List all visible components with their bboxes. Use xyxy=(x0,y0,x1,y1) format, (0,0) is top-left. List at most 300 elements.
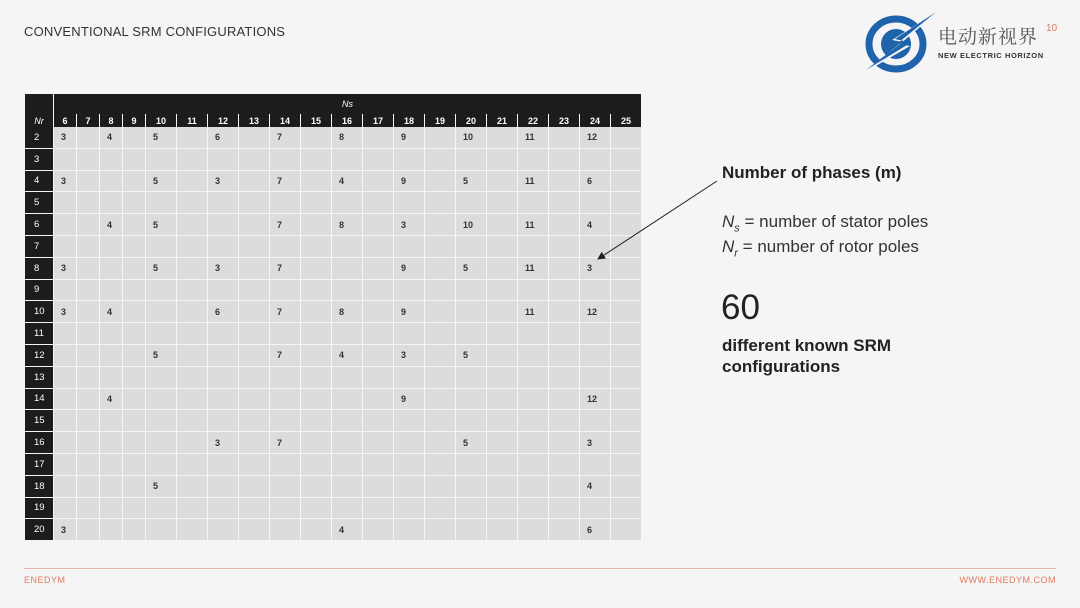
table-cell: 7 xyxy=(270,432,300,454)
table-cell xyxy=(100,280,122,302)
table-cell: 6 xyxy=(580,171,610,193)
table-cell xyxy=(177,432,207,454)
table-cell: 3 xyxy=(580,258,610,280)
table-cell xyxy=(394,476,424,498)
table-cell xyxy=(456,454,486,476)
table-cell xyxy=(518,192,548,214)
ns-header-16: 16 xyxy=(332,114,362,127)
table-cell: 7 xyxy=(270,301,300,323)
table-cell xyxy=(394,432,424,454)
lightning-globe-icon xyxy=(862,8,940,76)
table-cell xyxy=(77,258,99,280)
table-cell xyxy=(100,236,122,258)
table-cell xyxy=(177,410,207,432)
table-cell xyxy=(123,236,145,258)
table-cell xyxy=(54,454,76,476)
table-cell xyxy=(301,280,331,302)
table-cell xyxy=(301,236,331,258)
table-cell xyxy=(239,345,269,367)
nr-corner-label: Nr xyxy=(25,114,53,127)
table-cell xyxy=(518,454,548,476)
table-cell xyxy=(611,410,641,432)
nr-label: 20 xyxy=(25,519,53,541)
nr-subscript: r xyxy=(734,247,738,260)
table-cell xyxy=(177,171,207,193)
table-cell xyxy=(239,214,269,236)
table-cell: 5 xyxy=(146,345,176,367)
table-row xyxy=(25,258,641,280)
ns-header-13: 13 xyxy=(239,114,269,127)
table-cell xyxy=(363,410,393,432)
nr-label: 16 xyxy=(25,432,53,454)
table-cell xyxy=(487,519,517,541)
table-cell: 11 xyxy=(518,301,548,323)
table-cell xyxy=(425,454,455,476)
table-cell xyxy=(177,498,207,520)
table-cell xyxy=(270,454,300,476)
table-cell xyxy=(301,258,331,280)
table-cell xyxy=(611,214,641,236)
table-cell xyxy=(77,389,99,411)
table-cell xyxy=(611,323,641,345)
table-cell xyxy=(518,476,548,498)
table-cell xyxy=(456,280,486,302)
table-cell xyxy=(456,149,486,171)
table-cell: 11 xyxy=(518,258,548,280)
table-cell xyxy=(611,476,641,498)
nr-label: 13 xyxy=(25,367,53,389)
table-cell xyxy=(456,498,486,520)
table-cell xyxy=(580,323,610,345)
nr-label: 12 xyxy=(25,345,53,367)
table-cell xyxy=(425,498,455,520)
table-cell: 5 xyxy=(146,127,176,149)
table-cell xyxy=(270,367,300,389)
table-cell xyxy=(239,389,269,411)
configuration-caption: different known SRM configurations xyxy=(722,336,892,376)
table-cell xyxy=(301,345,331,367)
table-row xyxy=(25,432,641,454)
table-cell: 11 xyxy=(518,127,548,149)
table-cell xyxy=(123,519,145,541)
table-cell: 3 xyxy=(54,171,76,193)
table-row xyxy=(25,192,641,214)
ns-definition xyxy=(722,212,928,234)
nr-label: 19 xyxy=(25,498,53,520)
table-cell: 4 xyxy=(100,127,122,149)
table-cell: 5 xyxy=(456,432,486,454)
footer-website[interactable]: WWW.ENEDYM.COM xyxy=(959,575,1056,585)
table-cell xyxy=(208,367,238,389)
nr-label: 11 xyxy=(25,323,53,345)
ns-header-21: 21 xyxy=(487,114,517,127)
table-cell xyxy=(518,323,548,345)
table-cell xyxy=(332,432,362,454)
table-cell xyxy=(394,236,424,258)
nr-label: 15 xyxy=(25,410,53,432)
table-row xyxy=(25,301,641,323)
ns-symbol: N xyxy=(722,212,735,231)
table-cell xyxy=(123,323,145,345)
table-cell: 9 xyxy=(394,171,424,193)
table-cell: 5 xyxy=(146,171,176,193)
table-cell xyxy=(123,171,145,193)
nr-label: 18 xyxy=(25,476,53,498)
table-cell xyxy=(208,498,238,520)
table-cell xyxy=(487,367,517,389)
table-corner-blank xyxy=(25,94,53,114)
table-cell xyxy=(394,323,424,345)
table-cell xyxy=(77,323,99,345)
table-cell xyxy=(270,476,300,498)
table-cell xyxy=(487,171,517,193)
table-cell xyxy=(394,519,424,541)
table-cell xyxy=(177,454,207,476)
table-cell xyxy=(239,323,269,345)
table-cell: 6 xyxy=(580,519,610,541)
table-cell xyxy=(100,454,122,476)
table-cell xyxy=(425,389,455,411)
table-cell xyxy=(123,432,145,454)
table-cell xyxy=(580,367,610,389)
ns-header-23: 23 xyxy=(549,114,579,127)
table-cell xyxy=(487,192,517,214)
table-cell: 3 xyxy=(54,258,76,280)
table-cell xyxy=(549,389,579,411)
table-row xyxy=(25,280,641,302)
table-cell xyxy=(123,127,145,149)
logo-english-name: NEW ELECTRIC HORIZON xyxy=(938,51,1044,60)
table-cell xyxy=(208,389,238,411)
table-row xyxy=(25,214,641,236)
table-cell xyxy=(54,323,76,345)
table-cell xyxy=(177,476,207,498)
table-cell xyxy=(177,127,207,149)
table-cell xyxy=(487,280,517,302)
table-cell xyxy=(54,192,76,214)
table-cell xyxy=(518,149,548,171)
table-cell xyxy=(363,498,393,520)
table-cell xyxy=(54,432,76,454)
table-cell xyxy=(301,171,331,193)
table-cell xyxy=(549,280,579,302)
table-cell xyxy=(301,389,331,411)
table-row xyxy=(25,149,641,171)
table-cell xyxy=(549,192,579,214)
table-cell xyxy=(208,323,238,345)
table-cell xyxy=(177,345,207,367)
table-cell: 3 xyxy=(208,171,238,193)
table-cell xyxy=(100,476,122,498)
srm-configuration-table xyxy=(24,94,642,541)
table-cell xyxy=(549,410,579,432)
nr-label: 6 xyxy=(25,214,53,236)
table-cell: 5 xyxy=(456,258,486,280)
table-cell xyxy=(611,192,641,214)
table-cell xyxy=(456,367,486,389)
table-cell xyxy=(518,367,548,389)
table-cell xyxy=(425,410,455,432)
table-cell xyxy=(301,149,331,171)
table-cell xyxy=(332,280,362,302)
table-cell xyxy=(487,236,517,258)
table-cell xyxy=(580,149,610,171)
table-cell: 3 xyxy=(208,258,238,280)
footer-brand: ENEDYM xyxy=(24,575,66,585)
table-cell xyxy=(456,192,486,214)
table-cell: 9 xyxy=(394,389,424,411)
table-cell xyxy=(239,149,269,171)
ns-header-15: 15 xyxy=(301,114,331,127)
table-cell xyxy=(77,519,99,541)
table-cell xyxy=(177,236,207,258)
ns-header-24: 24 xyxy=(580,114,610,127)
table-cell xyxy=(239,192,269,214)
table-cell xyxy=(77,280,99,302)
table-cell xyxy=(611,149,641,171)
table-cell xyxy=(456,519,486,541)
table-cell xyxy=(549,149,579,171)
table-cell xyxy=(208,149,238,171)
table-row xyxy=(25,498,641,520)
table-cell xyxy=(77,127,99,149)
nr-label: 7 xyxy=(25,236,53,258)
ns-header-14: 14 xyxy=(270,114,300,127)
table-cell xyxy=(456,410,486,432)
table-cell xyxy=(146,323,176,345)
table-cell: 6 xyxy=(208,127,238,149)
table-cell xyxy=(270,280,300,302)
table-cell xyxy=(54,149,76,171)
nr-label: 9 xyxy=(25,280,53,302)
table-cell xyxy=(77,192,99,214)
table-cell xyxy=(146,389,176,411)
table-cell xyxy=(549,519,579,541)
table-cell xyxy=(270,410,300,432)
table-cell xyxy=(363,476,393,498)
table-cell xyxy=(549,454,579,476)
table-cell xyxy=(177,258,207,280)
table-cell: 4 xyxy=(332,519,362,541)
table-cell xyxy=(239,367,269,389)
table-cell: 12 xyxy=(580,301,610,323)
table-cell xyxy=(208,410,238,432)
table-cell xyxy=(270,519,300,541)
table-cell xyxy=(456,236,486,258)
table-cell: 10 xyxy=(456,127,486,149)
table-cell xyxy=(611,301,641,323)
table-cell xyxy=(425,345,455,367)
table-cell: 5 xyxy=(456,171,486,193)
nr-label: 10 xyxy=(25,301,53,323)
table-cell xyxy=(77,149,99,171)
table-cell xyxy=(100,258,122,280)
table-cell xyxy=(123,410,145,432)
table-cell xyxy=(425,149,455,171)
table-cell xyxy=(123,367,145,389)
table-row xyxy=(25,410,641,432)
table-cell xyxy=(100,367,122,389)
table-cell xyxy=(425,258,455,280)
table-cell xyxy=(239,519,269,541)
table-cell xyxy=(77,171,99,193)
table-cell: 3 xyxy=(580,432,610,454)
table-cell xyxy=(425,171,455,193)
table-cell xyxy=(301,410,331,432)
table-cell xyxy=(123,192,145,214)
table-cell: 5 xyxy=(146,214,176,236)
table-cell xyxy=(239,498,269,520)
table-cell xyxy=(239,171,269,193)
table-cell xyxy=(549,171,579,193)
table-cell xyxy=(611,236,641,258)
table-cell xyxy=(332,323,362,345)
table-cell xyxy=(239,410,269,432)
table-cell xyxy=(549,301,579,323)
table-cell: 8 xyxy=(332,214,362,236)
table-row xyxy=(25,127,641,149)
table-cell xyxy=(123,280,145,302)
table-cell: 3 xyxy=(54,127,76,149)
table-cell xyxy=(425,367,455,389)
table-cell xyxy=(270,323,300,345)
table-cell xyxy=(77,410,99,432)
table-cell xyxy=(580,454,610,476)
table-cell xyxy=(394,498,424,520)
table-cell xyxy=(611,345,641,367)
table-cell: 11 xyxy=(518,171,548,193)
table-cell xyxy=(332,192,362,214)
table-cell xyxy=(77,432,99,454)
table-cell: 4 xyxy=(580,214,610,236)
table-cell xyxy=(208,454,238,476)
table-row xyxy=(25,236,641,258)
table-cell: 5 xyxy=(456,345,486,367)
ns-header-6: 6 xyxy=(54,114,76,127)
table-cell xyxy=(77,214,99,236)
table-cell xyxy=(146,280,176,302)
table-cell xyxy=(146,236,176,258)
table-cell xyxy=(487,149,517,171)
table-cell xyxy=(301,454,331,476)
table-cell xyxy=(301,323,331,345)
table-cell xyxy=(363,389,393,411)
table-cell xyxy=(425,476,455,498)
table-row xyxy=(25,454,641,476)
table-cell xyxy=(208,345,238,367)
table-cell: 4 xyxy=(100,301,122,323)
table-cell xyxy=(456,323,486,345)
table-cell xyxy=(363,432,393,454)
table-cell xyxy=(239,454,269,476)
table-cell xyxy=(123,476,145,498)
logo-chinese-name: 电动新视界 xyxy=(938,26,1039,48)
table-cell xyxy=(239,432,269,454)
table-cell: 4 xyxy=(100,214,122,236)
table-cell xyxy=(332,367,362,389)
table-cell xyxy=(100,171,122,193)
table-cell xyxy=(487,410,517,432)
nr-label: 4 xyxy=(25,171,53,193)
table-cell xyxy=(487,258,517,280)
table-cell xyxy=(270,192,300,214)
table-cell xyxy=(487,454,517,476)
table-cell xyxy=(239,301,269,323)
table-cell xyxy=(456,476,486,498)
table-cell xyxy=(54,280,76,302)
table-cell xyxy=(301,214,331,236)
table-cell xyxy=(301,476,331,498)
table-cell xyxy=(301,127,331,149)
table-cell xyxy=(301,519,331,541)
table-cell xyxy=(363,323,393,345)
nr-label: 3 xyxy=(25,149,53,171)
table-row xyxy=(25,389,641,411)
table-cell xyxy=(54,367,76,389)
configuration-count: 60 xyxy=(721,288,760,327)
table-cell xyxy=(363,280,393,302)
table-cell xyxy=(123,214,145,236)
ns-header-12: 12 xyxy=(208,114,238,127)
table-cell xyxy=(77,367,99,389)
table-cell xyxy=(394,367,424,389)
nr-symbol: N xyxy=(722,237,735,256)
table-cell xyxy=(611,389,641,411)
table-cell xyxy=(518,432,548,454)
table-cell xyxy=(487,127,517,149)
ns-header-19: 19 xyxy=(425,114,455,127)
table-cell xyxy=(301,192,331,214)
table-cell xyxy=(177,323,207,345)
table-cell xyxy=(54,498,76,520)
table-cell xyxy=(100,410,122,432)
table-cell xyxy=(100,192,122,214)
table-cell xyxy=(363,454,393,476)
table-cell xyxy=(425,301,455,323)
ns-header-10: 10 xyxy=(146,114,176,127)
ns-subscript: s xyxy=(734,222,740,235)
table-cell xyxy=(100,323,122,345)
table-cell xyxy=(549,323,579,345)
table-cell xyxy=(239,280,269,302)
table-cell: 7 xyxy=(270,127,300,149)
table-cell: 8 xyxy=(332,127,362,149)
table-cell xyxy=(363,367,393,389)
nr-definition-text: = number of rotor poles xyxy=(737,237,919,256)
table-cell xyxy=(177,192,207,214)
table-cell xyxy=(611,454,641,476)
table-cell xyxy=(100,432,122,454)
table-cell xyxy=(425,519,455,541)
table-cell xyxy=(549,214,579,236)
table-cell xyxy=(270,236,300,258)
table-cell xyxy=(146,149,176,171)
table-cell: 3 xyxy=(54,301,76,323)
table-cell: 4 xyxy=(332,171,362,193)
table-row xyxy=(25,345,641,367)
ns-header-20: 20 xyxy=(456,114,486,127)
table-cell xyxy=(394,192,424,214)
table-cell xyxy=(549,127,579,149)
table-cell: 4 xyxy=(100,389,122,411)
logo xyxy=(862,8,1052,76)
table-row xyxy=(25,476,641,498)
table-cell xyxy=(332,476,362,498)
table-cell xyxy=(518,410,548,432)
table-cell xyxy=(100,149,122,171)
table-cell xyxy=(208,192,238,214)
table-cell xyxy=(518,236,548,258)
